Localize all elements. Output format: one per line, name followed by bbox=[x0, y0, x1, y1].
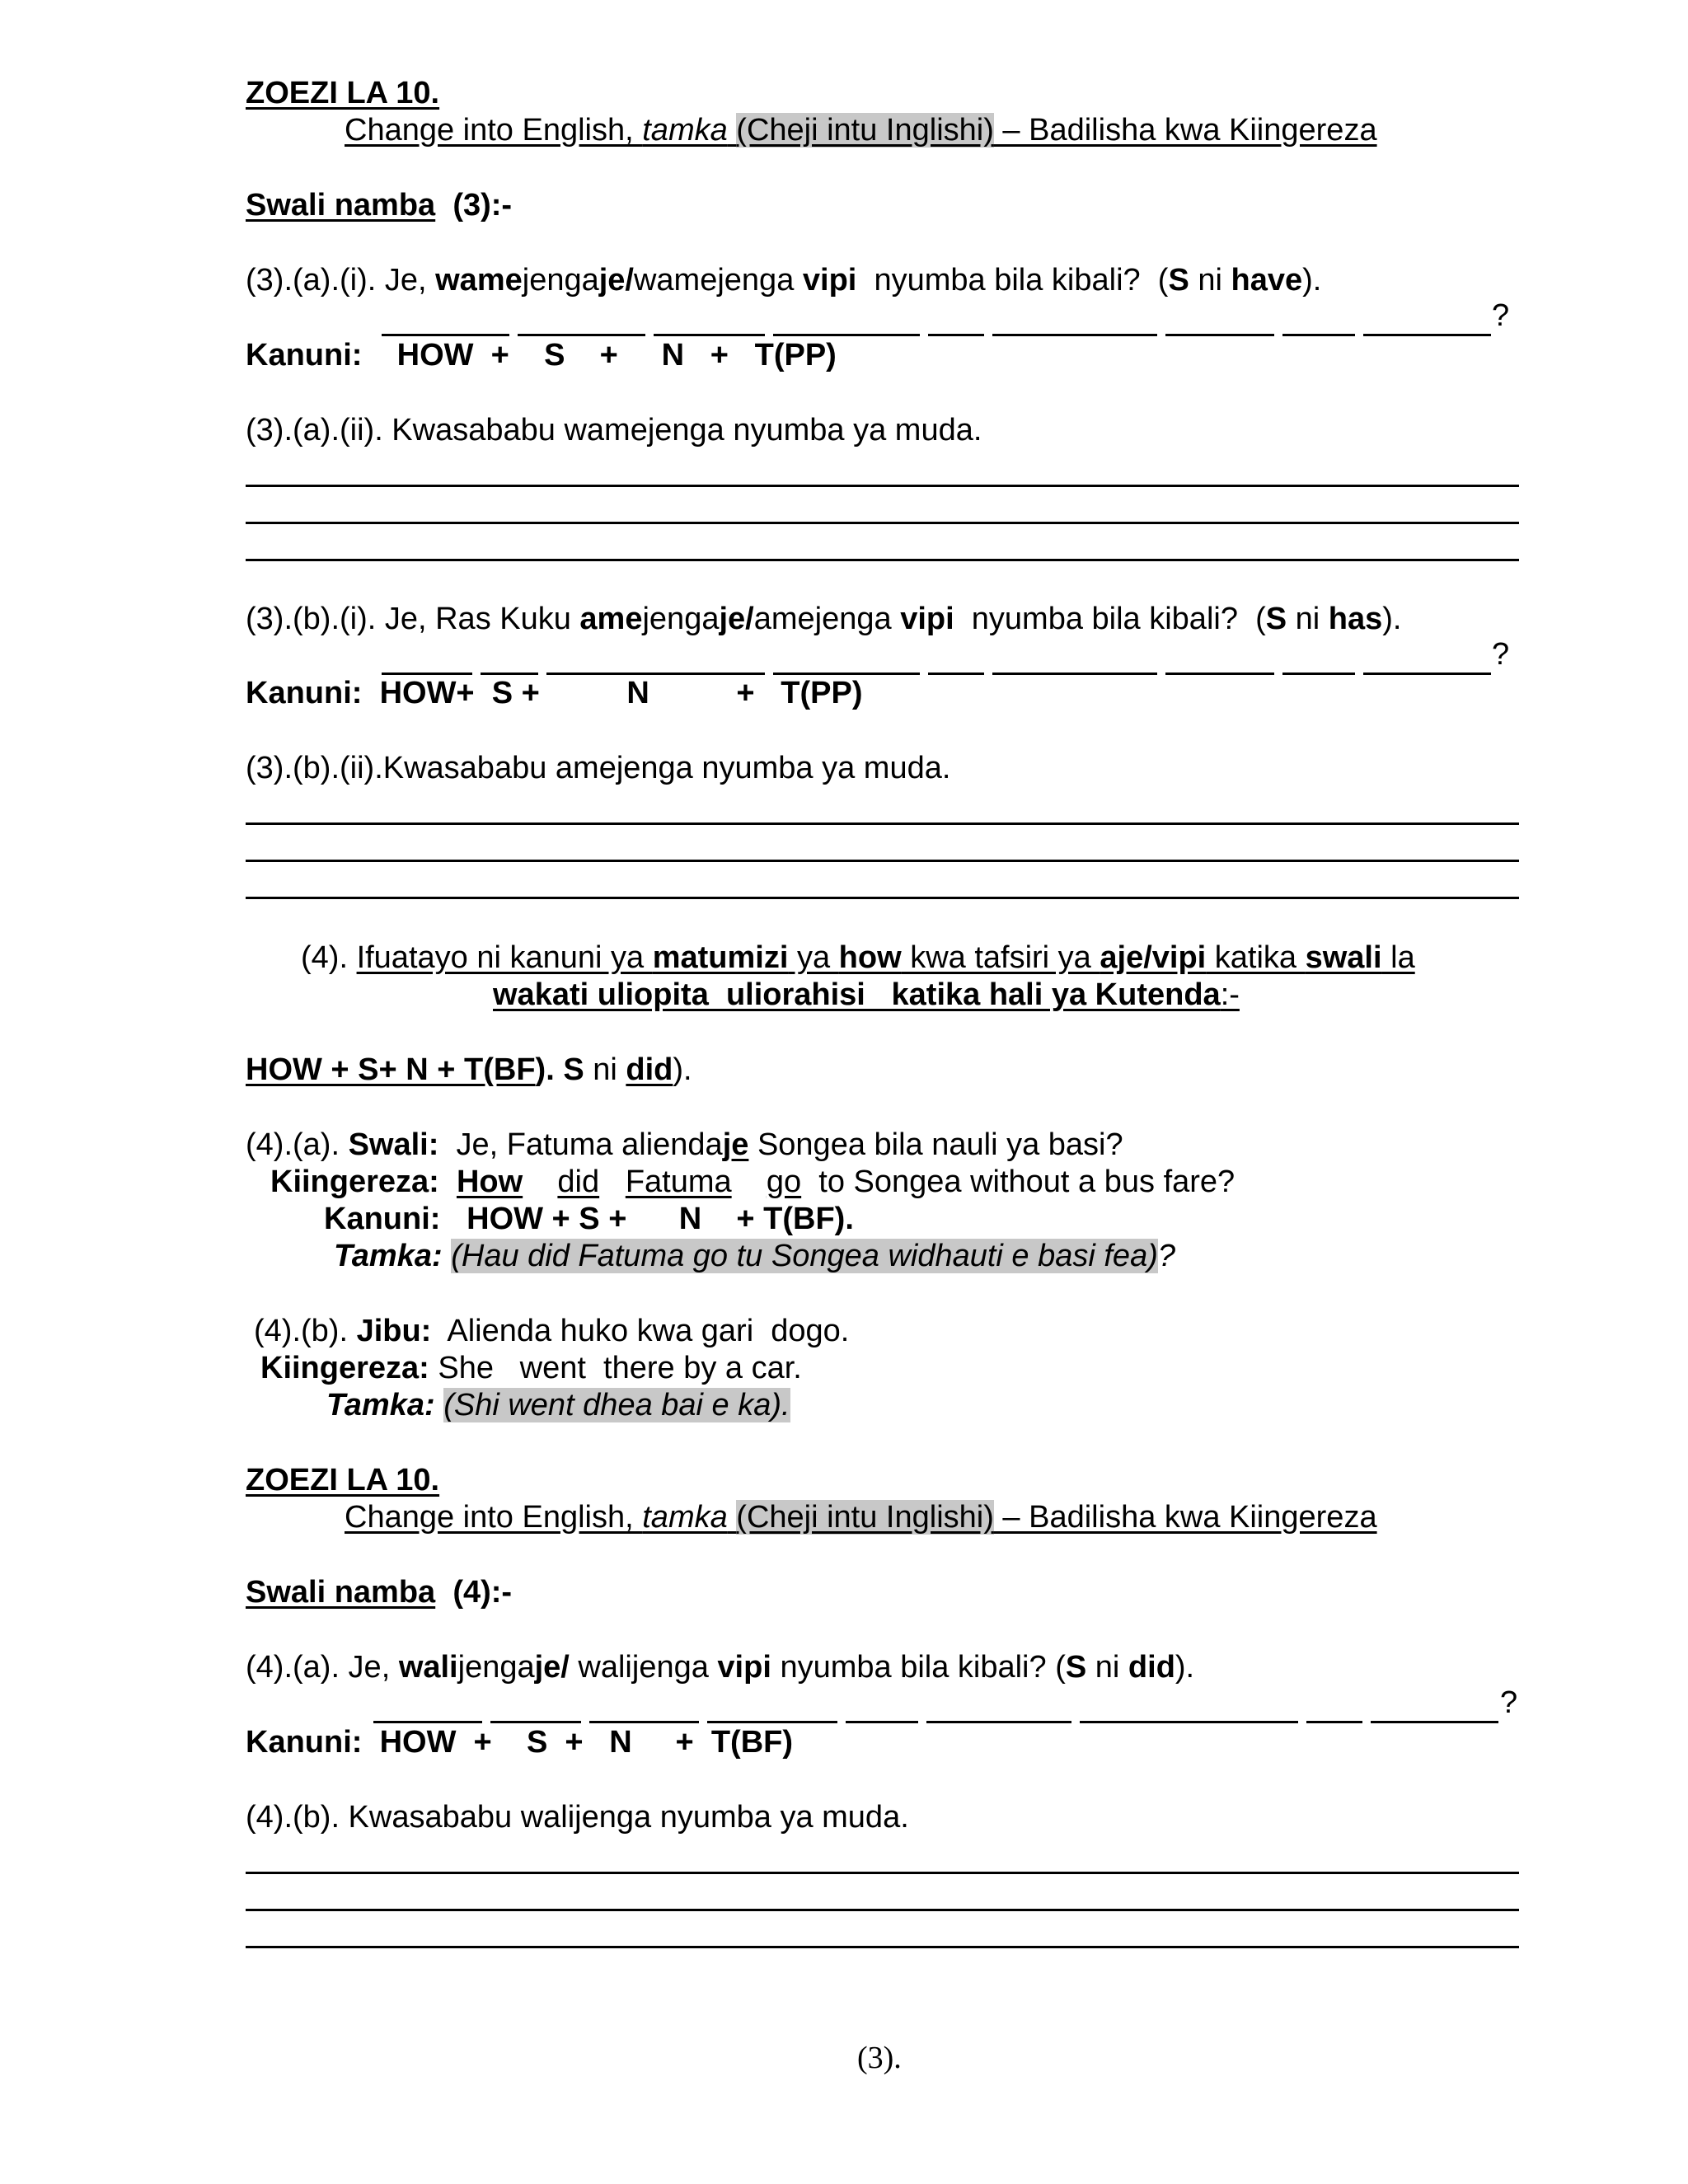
question-mark: ? bbox=[1492, 298, 1510, 333]
example-answer-english: Kiingereza: She went there by a car. bbox=[260, 1351, 802, 1385]
question-3a-ii: (3).(a).(ii). Kwasababu wamejenga nyumba ya muda. bbox=[246, 413, 982, 448]
question-number-heading: Swali namba (4):- bbox=[246, 1575, 513, 1610]
question-4b: (4).(b). Kwasababu walijenga nyumba ya muda. bbox=[246, 1800, 909, 1835]
rule-description-line1: (4). Ifuatayo ni kanuni ya matumizi ya how kwa tafsiri ya aje/vipi katika swali la bbox=[301, 940, 1415, 975]
answer-line[interactable] bbox=[246, 1909, 1519, 1911]
question-3b-ii: (3).(b).(ii).Kwasababu amejenga nyumba ya muda. bbox=[246, 751, 951, 785]
rule-formula: HOW + S+ N + T(BF). S ni did). bbox=[246, 1052, 692, 1087]
exercise-instruction: Change into English, tamka (Cheji intu Inglishi) – Badilisha kwa Kiingereza bbox=[345, 113, 1377, 148]
question-3b-i: (3).(b).(i). Je, Ras Kuku amejengaje/amejenga vipi nyumba bila kibali? (S ni has). bbox=[246, 602, 1402, 636]
answer-line[interactable] bbox=[246, 485, 1519, 487]
question-mark: ? bbox=[1492, 637, 1510, 672]
answer-line[interactable] bbox=[246, 1872, 1519, 1874]
question-3a-i: (3).(a).(i). Je, wamejengaje/wamejenga vipi nyumba bila kibali? (S ni have). bbox=[246, 263, 1322, 298]
question-number-heading: Swali namba (3):- bbox=[246, 188, 513, 223]
example-english: Kiingereza: How did Fatuma go to Songea without a bus fare? bbox=[270, 1165, 1236, 1199]
answer-line[interactable] bbox=[246, 1946, 1519, 1948]
rule-description-line2: wakati uliopita uliorahisi katika hali ya Kutenda:- bbox=[493, 977, 1240, 1012]
exercise-heading: ZOEZI LA 10. bbox=[246, 1463, 440, 1497]
example-pronunciation: Tamka: (Hau did Fatuma go tu Songea widhauti e basi fea)? bbox=[334, 1239, 1175, 1273]
kanuni-3a: Kanuni: HOW + S + N + T(PP) bbox=[246, 338, 837, 373]
page-number: (3). bbox=[857, 2041, 902, 2075]
answer-line[interactable] bbox=[246, 823, 1519, 825]
example-answer: (4).(b). Jibu: Alienda huko kwa gari dogo. bbox=[254, 1314, 850, 1348]
example-answer-pronunciation: Tamka: (Shi went dhea bai e ka). bbox=[326, 1388, 790, 1422]
exercise-heading: ZOEZI LA 10. bbox=[246, 76, 440, 110]
kanuni-3b: Kanuni: HOW+ S + N + T(PP) bbox=[246, 676, 863, 710]
question-mark: ? bbox=[1500, 1685, 1518, 1720]
answer-line[interactable] bbox=[246, 897, 1519, 899]
example-question: (4).(a). Swali: Je, Fatuma aliendaje Songea bila nauli ya basi? bbox=[246, 1127, 1123, 1162]
answer-line[interactable] bbox=[246, 559, 1519, 561]
answer-line[interactable] bbox=[246, 522, 1519, 524]
example-kanuni: Kanuni: HOW + S + N + T(BF). bbox=[324, 1202, 854, 1236]
answer-line[interactable] bbox=[246, 860, 1519, 862]
exercise-instruction: Change into English, tamka (Cheji intu Inglishi) – Badilisha kwa Kiingereza bbox=[345, 1500, 1377, 1535]
kanuni-4a: Kanuni: HOW + S + N + T(BF) bbox=[246, 1725, 794, 1760]
question-4a: (4).(a). Je, walijengaje/ walijenga vipi nyumba bila kibali? (S ni did). bbox=[246, 1650, 1195, 1685]
